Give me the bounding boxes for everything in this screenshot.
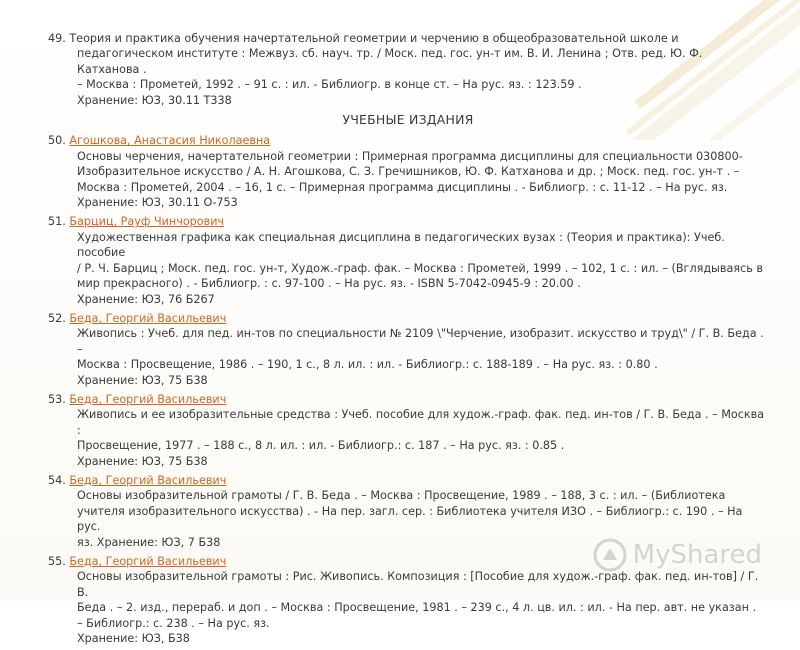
entry-text-line: педагогическом институте : Межвуз. сб. науч. тр. / Моск. пед. гос. ун-т им. В. И. Ленина ; Отв. ред. Ю. Ф. Катханова . — [77, 47, 703, 76]
author-link[interactable]: Беда, Георгий Васильевич — [69, 392, 227, 406]
entry-number: 52. — [48, 311, 70, 325]
entry-number: 53. — [48, 392, 70, 406]
author-link[interactable]: Беда, Георгий Васильевич — [69, 473, 227, 487]
entry-53 — [48, 392, 768, 469]
entry-text-line: / Р. Ч. Барциц ; Моск. пед. гос. ун-т, Худож.-граф. фак. – Москва : Прометей, 1999 . – 102, 1 с. : ил. – (Вглядываясь в — [77, 261, 763, 275]
entry-text-line: Изобразительное искусство / А. Н. Агошкова, С. З. Гречишников, Ю. Ф. Катханова и др. ; Моск. пед. гос. ун-т . – — [77, 165, 740, 179]
entry-text-line: – Москва : Прометей, 1992 . – 91 с. : ил. - Библиогр. в конце ст. – На рус. яз. : 123.59 . — [77, 78, 582, 92]
myshared-logo-icon — [593, 538, 627, 572]
entry-text-line: Основы изобразительной грамоты : Рис. Живопись. Композиция : [Пособие для худож.-граф. фак. пед. ин-тов] / Г. В. — [77, 570, 759, 599]
entry-number: 54. — [48, 473, 70, 487]
entry-text-line: Просвещение, 1977 . – 188 с., 8 л. ил. : ил. - Библиогр.: с. 187 . – На рус. яз. : 0.85 . — [77, 439, 565, 453]
entry-text-line: учителя изобразительного искусства) . - На пер. загл. сер. : Библиотека учителя ИЗО . – Библиогр.: с. 190 . – На рус. — [77, 504, 743, 534]
entry-text-line: – Библиогр.: с. 238 . – На рус. яз. — [77, 616, 270, 630]
author-link[interactable]: Агошкова, Анастасия Николаевна — [69, 134, 271, 148]
watermark — [593, 538, 762, 572]
entry-51 — [48, 214, 768, 306]
entry-storage-line: Хранение: ЮЗ, 75 Б38 — [77, 373, 208, 387]
author-link[interactable]: Барциц, Рауф Чинчорович — [69, 215, 225, 229]
entry-number: 51. — [48, 215, 70, 229]
entry-text-line: Москва : Просвещение, 1986 . – 190, 1 с., 8 л. ил. : ил. - Библиогр.: с. 188-189 . – На рус. яз. : 0.80 . — [77, 358, 658, 372]
entry-text-line: Основы черчения, начертательной геометрии : Примерная программа дисциплины для специальности 030800- — [77, 149, 743, 163]
author-link[interactable]: Беда, Георгий Васильевич — [69, 311, 227, 325]
entry-49 — [48, 31, 768, 108]
entry-storage-line: Хранение: ЮЗ, 30.11 О-753 — [77, 196, 238, 210]
entry-text-line: Беда . – 2. изд., перераб. и доп . – Москва : Просвещение, 1981 . – 239 с., 4 л. цв. ил. : ил. - На пер. авт. не указан . — [77, 601, 757, 615]
entry-50 — [48, 133, 768, 210]
entry-storage-line: Хранение: ЮЗ, Б38 — [77, 632, 190, 646]
author-link[interactable]: Беда, Георгий Васильевич — [69, 555, 227, 568]
entry-text-line: Живопись и ее изобразительные средства : Учеб. пособие для худож.-граф. фак. пед. ин-тов / Г. В. Беда . – Москва : — [77, 408, 765, 437]
section-title: УЧЕБНЫЕ ИЗДАНИЯ — [342, 112, 474, 128]
entry-storage-line: Хранение: ЮЗ, 30.11 Т338 — [77, 93, 232, 107]
entry-52 — [48, 311, 768, 388]
entry-number: 50. — [48, 134, 70, 148]
entry-text-line: мир прекрасного) . - Библиогр. : с. 97-100 . – На рус. яз. - ISBN 5-7042-0945-9 : 20.00 . — [77, 277, 581, 291]
entry-number: 55. — [48, 555, 70, 568]
entry-text-line: Москва : Прометей, 2004 . – 16, 1 с. – Примерная программа дисциплины . - Библиогр. : с. 11-12 . – На рус. яз. — [77, 180, 728, 194]
entry-storage-line: Хранение: ЮЗ, 75 Б38 — [77, 454, 208, 468]
entry-text-line: Основы изобразительной грамоты / Г. В. Беда . – Москва : Просвещение, 1989 . – 188, 3 с. : ил. – (Библиотека — [77, 489, 726, 503]
watermark-text: MyShared — [632, 540, 762, 570]
entry-text-line: 49. Теория и практика обучения начертательной геометрии и черчению в общеобразовательной школе и — [48, 32, 679, 45]
entry-storage-line: Хранение: ЮЗ, 76 Б267 — [77, 292, 215, 306]
entry-text-line: Живопись : Учеб. для пед. ин-тов по специальности № 2109 \"Черчение, изобразит. искусство и труд\" / Г. В. Беда . – — [77, 327, 764, 356]
entry-text-line: Художественная графика как специальная дисциплина в педагогических вузах : (Теория и практика): Учеб. пособие — [77, 230, 725, 260]
entry-storage-line: яз. Хранение: ЮЗ, 7 Б38 — [77, 535, 221, 549]
